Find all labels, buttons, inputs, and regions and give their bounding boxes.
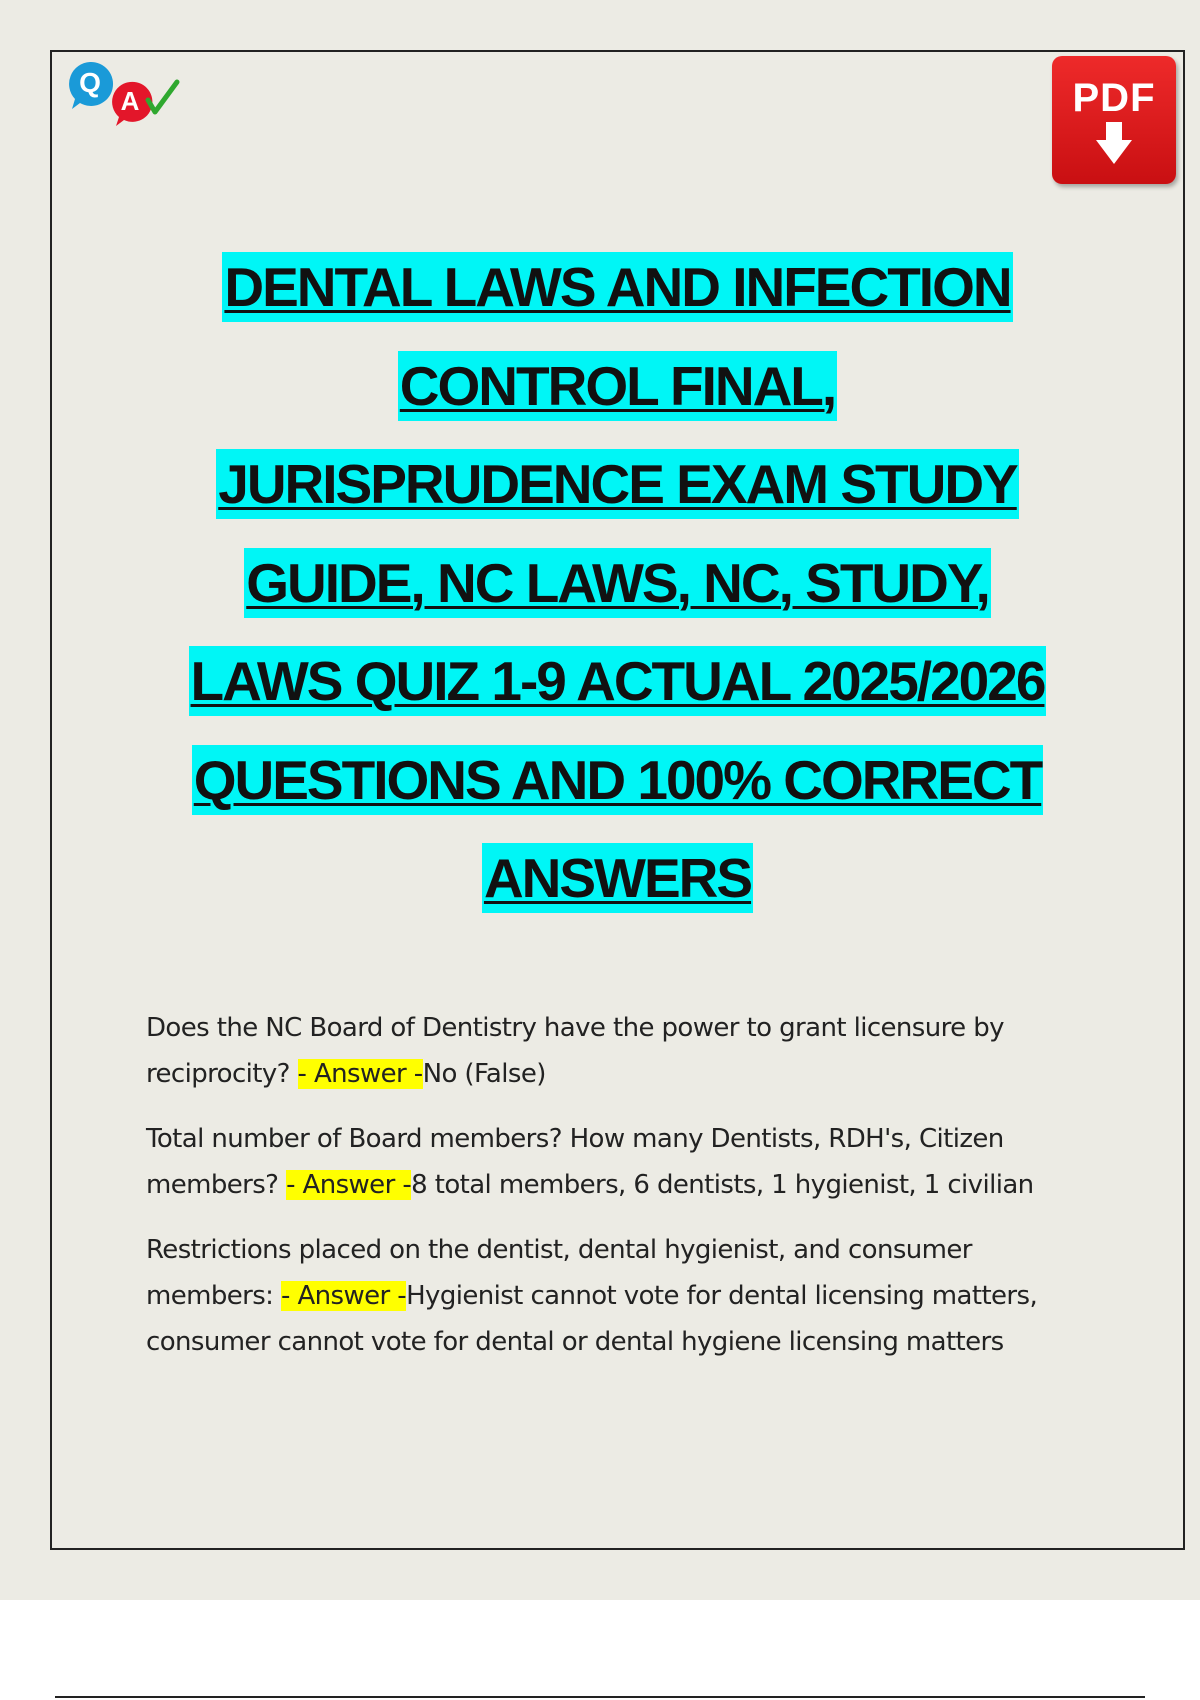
qa-item [146, 1227, 1106, 1365]
answer-text: 8 total members, 6 dentists, 1 hygienist, 1 civilian [411, 1170, 1034, 1200]
title-line-3: JURISPRUDENCE EXAM STUDY [60, 435, 1175, 534]
pdf-label: PDF [1072, 76, 1156, 120]
pdf-download-badge [1052, 56, 1176, 184]
qa-check-logo-icon [68, 58, 198, 133]
title-line-1: DENTAL LAWS AND INFECTION [60, 238, 1175, 337]
answer-text: No (False) [422, 1059, 546, 1089]
logo-letter-q: Q [79, 67, 101, 98]
answer-marker: - Answer - [286, 1170, 412, 1200]
answer-text: Hygienist cannot vote for dental licensing matters, consumer cannot vote for dental or dental hygiene licensing matters [146, 1281, 1038, 1357]
answer-marker: - Answer - [297, 1059, 423, 1089]
qa-logo [68, 58, 198, 133]
qa-item [146, 1005, 1106, 1097]
title-line-2: CONTROL FINAL, [60, 337, 1175, 436]
question-text: Does the NC Board of Dentistry have the power to grant licensure by reciprocity? [146, 1013, 1004, 1089]
qa-list [146, 1005, 1106, 1384]
document-title [60, 238, 1175, 928]
answer-marker: - Answer - [281, 1281, 407, 1311]
question-text: Restrictions placed on the dentist, dental hygienist, and consumer members: [146, 1235, 972, 1311]
title-line-7: ANSWERS [60, 829, 1175, 928]
bottom-divider [55, 1696, 1145, 1698]
logo-letter-a: A [120, 86, 140, 116]
question-text: Total number of Board members? How many Dentists, RDH's, Citizen members? [146, 1124, 1004, 1200]
title-line-6: QUESTIONS AND 100% CORRECT [60, 731, 1175, 830]
qa-item [146, 1116, 1106, 1208]
title-line-4: GUIDE, NC LAWS, NC, STUDY, [60, 534, 1175, 633]
download-arrow-icon [1094, 122, 1134, 166]
title-line-5: LAWS QUIZ 1-9 ACTUAL 2025/2026 [60, 632, 1175, 731]
